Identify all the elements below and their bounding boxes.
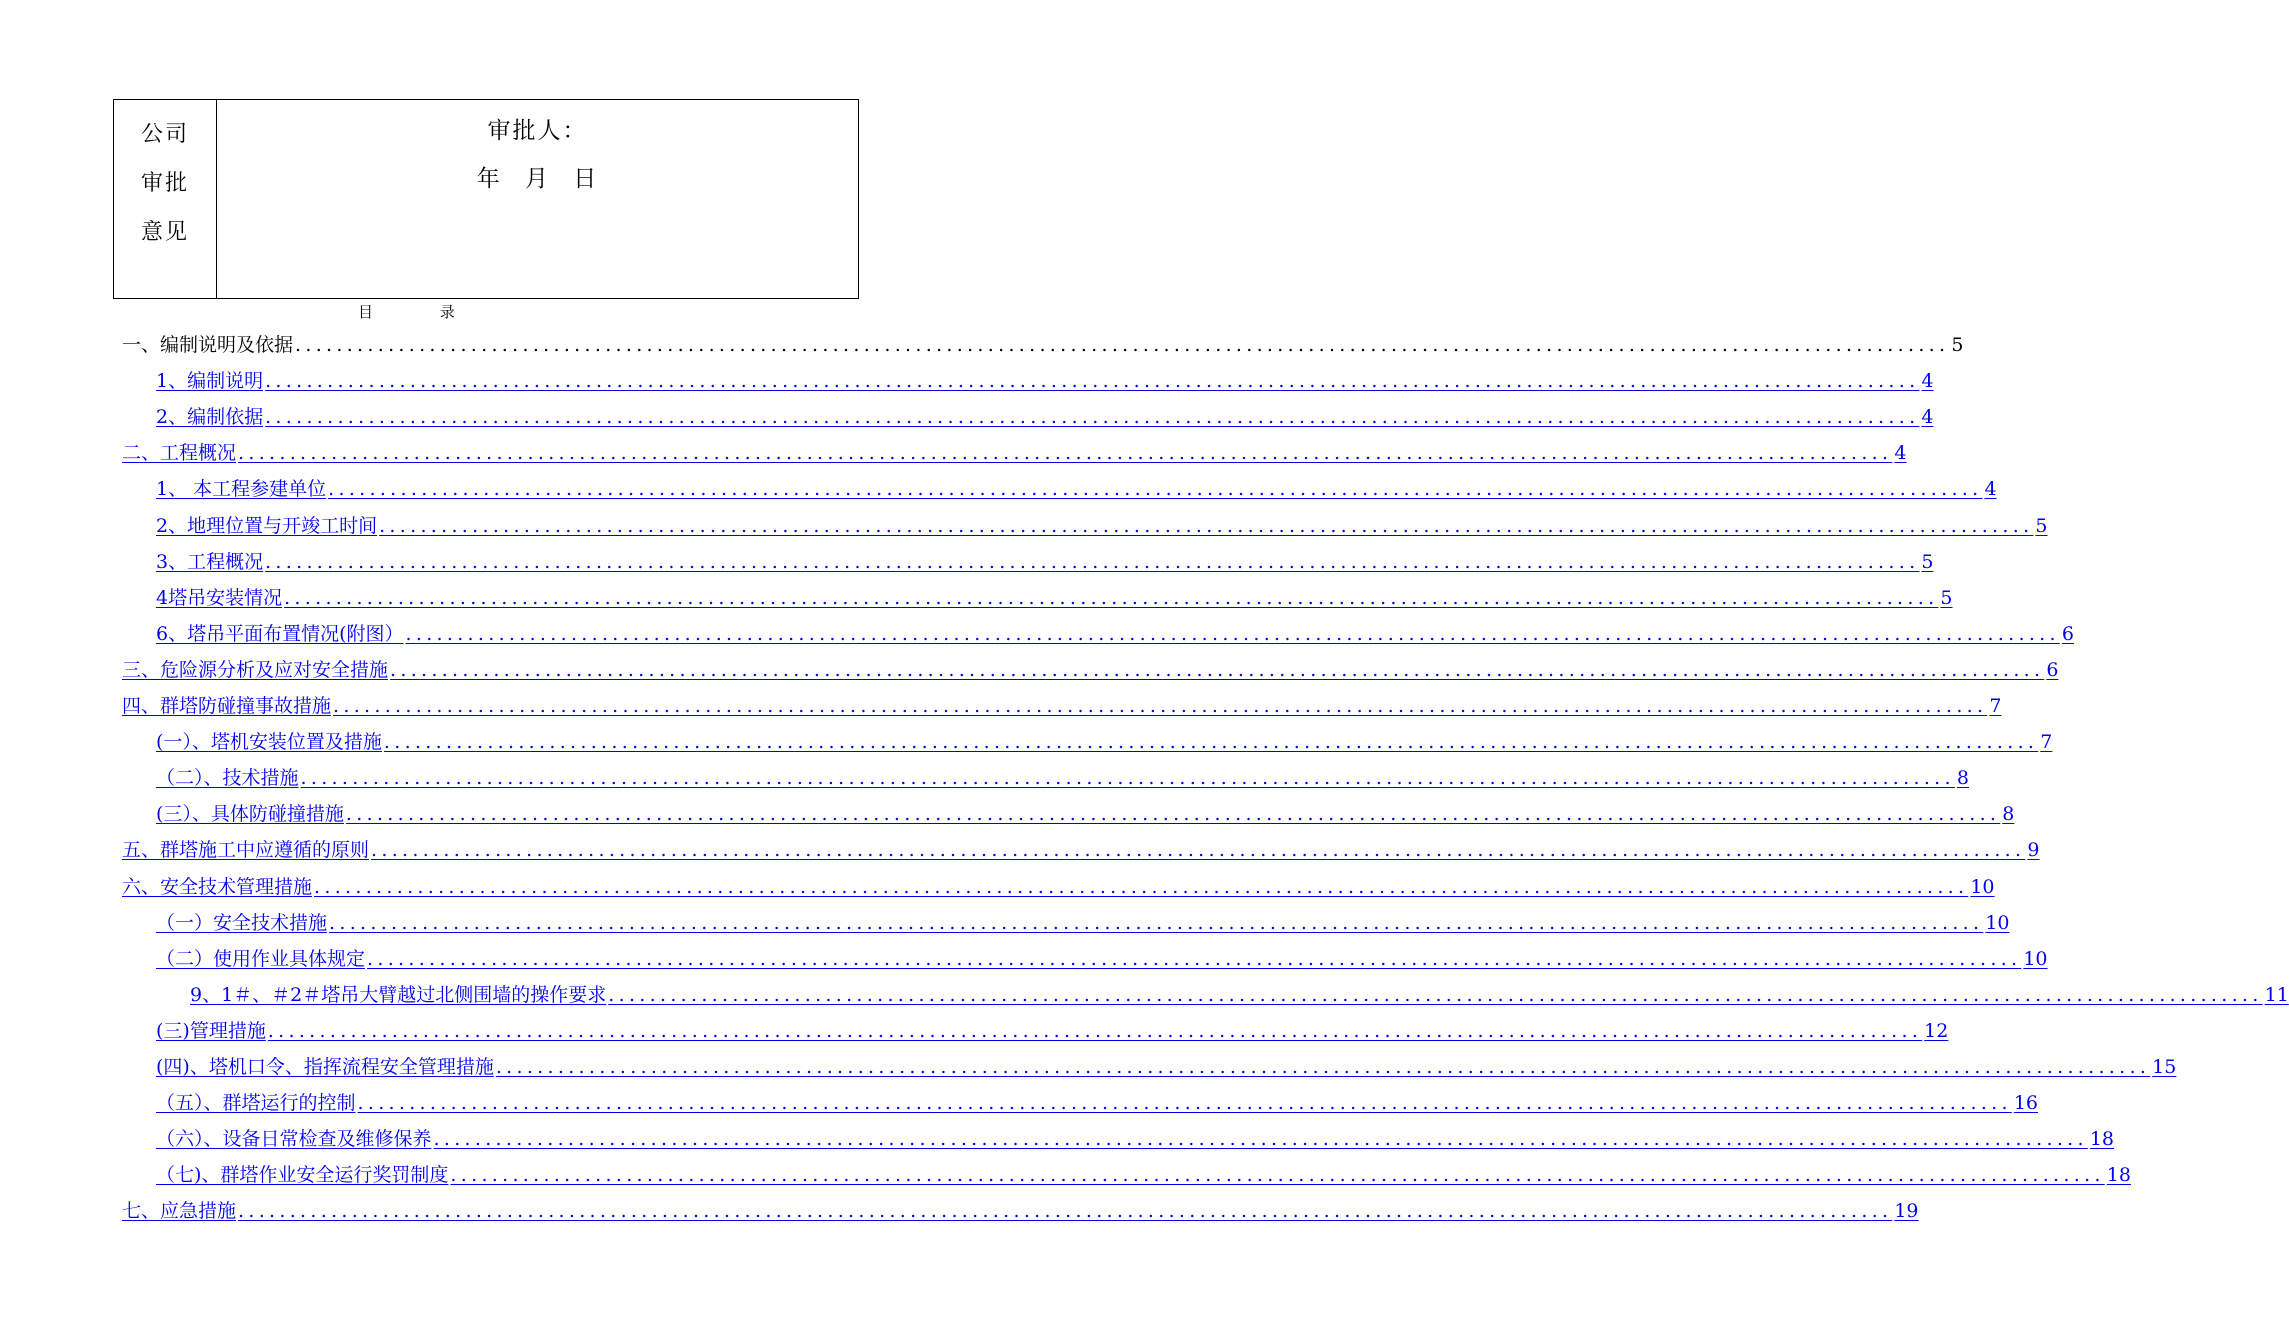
toc-page-number: 8 bbox=[1956, 767, 1969, 790]
toc-entry[interactable] bbox=[156, 1124, 2115, 1154]
toc-entry[interactable] bbox=[122, 1196, 1919, 1226]
toc-dot-leader: ................................................................................................................................................................ bbox=[284, 586, 1939, 609]
toc-entry-title: (一）、塔机安装位置及措施 bbox=[156, 731, 382, 754]
toc-entry[interactable] bbox=[122, 691, 2002, 721]
toc-page-number: 18 bbox=[2106, 1164, 2131, 1187]
toc-entry[interactable] bbox=[156, 474, 1997, 504]
toc-entry-title: 4塔吊安装情况 bbox=[156, 586, 283, 609]
toc-dot-leader: ................................................................................................................................................................ bbox=[608, 983, 2263, 1006]
toc-entry-title: （二）使用作业具体规定 bbox=[156, 947, 366, 970]
toc-dot-leader: ................................................................................................................................................................ bbox=[295, 334, 1950, 356]
toc-page-number: 10 bbox=[1985, 911, 2010, 934]
toc-entry-title: (四)、塔机口令、指挥流程安全管理措施 bbox=[156, 1056, 494, 1078]
toc-entry-title: （一）安全技术措施 bbox=[156, 911, 328, 934]
toc-entry-title: 2、地理位置与开竣工时间 bbox=[156, 514, 378, 537]
toc-dot-leader: ................................................................................................................................................................ bbox=[367, 947, 2022, 970]
toc-dot-leader: ................................................................................................................................................................ bbox=[265, 406, 1920, 429]
toc-entry[interactable] bbox=[156, 1160, 2131, 1190]
toc-entry-title: （五）、群塔运行的控制 bbox=[156, 1092, 356, 1115]
toc-dot-leader: ................................................................................................................................................................ bbox=[405, 622, 2060, 645]
toc-entry-title: 1、 本工程参建单位 bbox=[156, 478, 327, 501]
toc-page-number: 4 bbox=[1894, 442, 1907, 465]
toc-entry-title: 2、编制依据 bbox=[156, 406, 264, 429]
toc-dot-leader: ................................................................................................................................................................ bbox=[357, 1092, 2012, 1115]
toc-dot-leader: ................................................................................................................................................................ bbox=[265, 370, 1920, 393]
toc-dot-leader: ................................................................................................................................................................ bbox=[495, 1056, 2151, 1078]
toc-entry[interactable] bbox=[156, 1016, 1949, 1046]
toc-entry-title: 三、危险源分析及应对安全措施 bbox=[122, 658, 389, 681]
toc-entry[interactable] bbox=[156, 511, 2048, 541]
toc-dot-leader: ................................................................................................................................................................ bbox=[267, 1019, 1923, 1042]
toc-entry[interactable] bbox=[122, 438, 1907, 468]
toc-entry[interactable] bbox=[156, 583, 1953, 613]
toc-page-number: 11 bbox=[2264, 983, 2289, 1006]
toc-page-number: 10 bbox=[2023, 947, 2048, 970]
toc-page-number: 19 bbox=[1894, 1200, 1919, 1223]
toc-dot-leader: ................................................................................................................................................................ bbox=[433, 1128, 2088, 1151]
toc-entry[interactable] bbox=[156, 547, 1934, 577]
toc-entry[interactable] bbox=[122, 835, 2040, 865]
toc-dot-leader: ................................................................................................................................................................ bbox=[333, 695, 1988, 717]
toc-dot-leader: ................................................................................................................................................................ bbox=[379, 514, 2034, 537]
toc-entry-title: (三)管理措施 bbox=[156, 1019, 266, 1042]
toc-entry[interactable] bbox=[156, 763, 1969, 793]
toc-entry[interactable] bbox=[156, 944, 2048, 974]
toc-dot-leader: ................................................................................................................................................................ bbox=[300, 767, 1955, 790]
toc-dot-leader: ................................................................................................................................................................ bbox=[390, 658, 2045, 681]
toc-dot-leader: ................................................................................................................................................................ bbox=[345, 803, 2001, 826]
toc-page-number: 6 bbox=[2046, 658, 2059, 681]
toc-entry[interactable] bbox=[122, 655, 2059, 685]
toc-entry-title: 四、群塔防碰撞事故措施 bbox=[122, 695, 332, 717]
toc-page-number: 5 bbox=[1940, 586, 1953, 609]
toc-dot-leader: ................................................................................................................................................................ bbox=[238, 1200, 1893, 1223]
toc-entry[interactable] bbox=[156, 402, 1934, 432]
toc-entry-title: 五、群塔施工中应遵循的原则 bbox=[122, 839, 370, 862]
toc-page-number: 5 bbox=[2035, 514, 2048, 537]
toc-dot-leader: ................................................................................................................................................................ bbox=[383, 731, 2039, 754]
toc-dot-leader: ................................................................................................................................................................ bbox=[329, 911, 1984, 934]
toc-entry-title: 6、塔吊平面布置情况(附图） bbox=[156, 622, 404, 645]
approval-date-label: 年 月 日 bbox=[476, 166, 599, 192]
toc-entry-title: 9、1＃、＃2＃塔吊大臂越过北侧围墙的操作要求 bbox=[190, 983, 607, 1006]
toc-page-number: 9 bbox=[2027, 839, 2040, 862]
toc-entry-title: 一、编制说明及依据 bbox=[122, 334, 294, 356]
toc-entry-title: （六）、设备日常检查及维修保养 bbox=[156, 1128, 432, 1151]
toc-entry[interactable] bbox=[156, 727, 2053, 757]
toc-page-number: 5 bbox=[1921, 550, 1934, 573]
approver-label: 审批人： bbox=[487, 118, 588, 144]
toc-entry[interactable] bbox=[156, 366, 1934, 396]
toc-page-number: 18 bbox=[2089, 1128, 2115, 1151]
toc-entry-title: 六、安全技术管理措施 bbox=[122, 875, 313, 898]
toc-entry[interactable] bbox=[156, 1088, 2039, 1118]
toc-dot-leader: ................................................................................................................................................................ bbox=[314, 875, 1969, 898]
approval-content-cell bbox=[217, 100, 858, 298]
toc-entry-title: 二、工程概况 bbox=[122, 442, 237, 465]
toc-dot-leader: ................................................................................................................................................................ bbox=[265, 550, 1920, 573]
toc-page-number: 12 bbox=[1924, 1019, 1949, 1042]
toc-entry[interactable] bbox=[156, 799, 2015, 829]
toc-dot-leader: ................................................................................................................................................................ bbox=[371, 839, 2026, 862]
toc-entry-title: （二）、技术措施 bbox=[156, 767, 299, 790]
toc-dot-leader: ................................................................................................................................................................ bbox=[450, 1164, 2105, 1187]
toc-page-number: 4 bbox=[1984, 478, 1997, 501]
approval-header-cell bbox=[114, 100, 217, 298]
toc-entry[interactable] bbox=[156, 619, 2074, 649]
toc-page-number: 8 bbox=[2002, 803, 2015, 826]
approval-header-line-3: 意见 bbox=[140, 220, 189, 245]
toc-page-number: 16 bbox=[2013, 1092, 2039, 1115]
toc-page-number: 4 bbox=[1921, 370, 1934, 393]
toc-entry-title: 3、工程概况 bbox=[156, 550, 264, 573]
toc-entry[interactable] bbox=[190, 980, 2289, 1010]
toc-page-number: 7 bbox=[2040, 731, 2053, 754]
toc-entry-title: (三）、具体防碰撞措施 bbox=[156, 803, 344, 826]
toc-entry-title: （七)、群塔作业安全运行奖罚制度 bbox=[156, 1164, 449, 1187]
toc-entry-title: 1、编制说明 bbox=[156, 370, 264, 393]
toc-dot-leader: ................................................................................................................................................................ bbox=[238, 442, 1893, 465]
toc-page-number: 7 bbox=[1989, 695, 2002, 717]
toc-title: 目 录 bbox=[358, 303, 486, 321]
toc-page-number: 6 bbox=[2061, 622, 2074, 645]
approval-table bbox=[113, 99, 859, 299]
toc-dot-leader: ................................................................................................................................................................ bbox=[328, 478, 1983, 501]
toc-entry bbox=[122, 330, 1964, 360]
toc-entry[interactable] bbox=[156, 1052, 2177, 1082]
toc-page-number: 10 bbox=[1970, 875, 1995, 898]
toc-page-number: 5 bbox=[1951, 334, 1964, 356]
toc-entry-title: 七、应急措施 bbox=[122, 1200, 237, 1223]
approval-header-line-2: 审批 bbox=[140, 171, 189, 196]
approval-header-line-1: 公司 bbox=[140, 122, 189, 147]
toc-page-number: 4 bbox=[1921, 406, 1934, 429]
toc-entry[interactable] bbox=[156, 908, 2010, 938]
toc-page-number: 15 bbox=[2152, 1056, 2177, 1078]
toc-entry[interactable] bbox=[122, 872, 1995, 902]
